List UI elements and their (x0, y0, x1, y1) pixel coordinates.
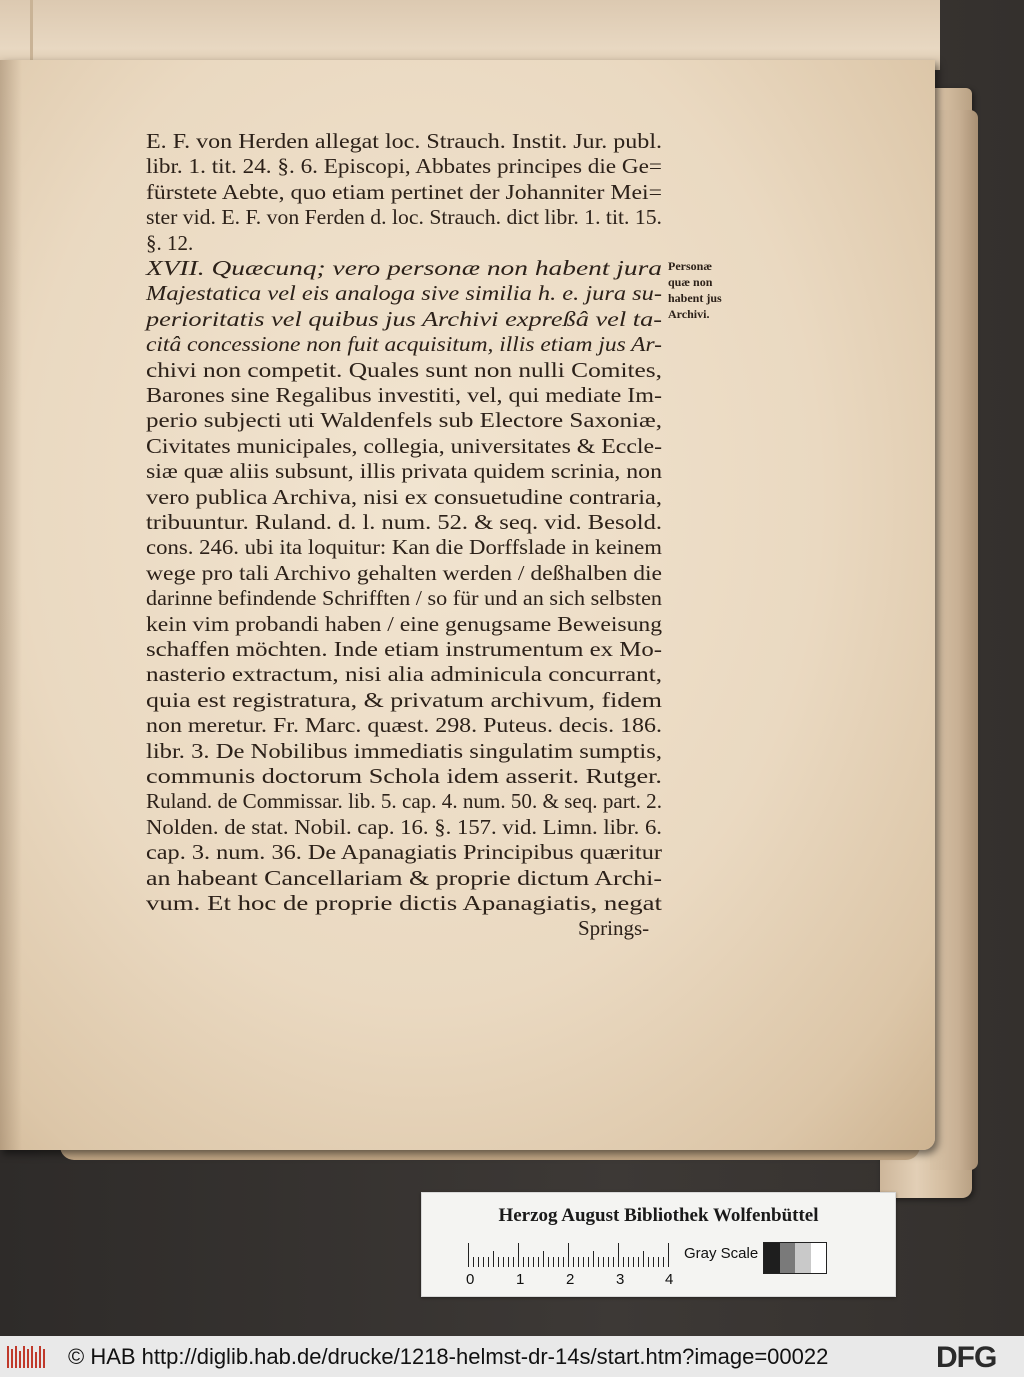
margin-note-line: Archivi. (668, 307, 710, 321)
gray-swatch (780, 1243, 796, 1273)
text-line-content: siæ quæ aliis subsunt, illis privata quidem scrinia, non (146, 459, 662, 484)
text-line (578, 915, 649, 941)
text-line (146, 331, 662, 357)
text-line (146, 382, 662, 408)
ruler-tick (548, 1257, 549, 1267)
ruler-tick (493, 1251, 494, 1267)
text-line (146, 560, 662, 586)
text-line-content: cap. 3. num. 36. De Apanagiatis Principibus quæritur (146, 840, 662, 865)
text-line (146, 763, 662, 789)
text-line-content: vum. Et hoc de proprie dictis Apanagiatis, negat (146, 891, 662, 915)
ruler-tick (468, 1243, 469, 1267)
text-line (146, 179, 662, 205)
text-line-content: wege pro tali Archivo gehalten werden / deßhalben die (146, 560, 662, 585)
text-line (146, 153, 662, 179)
ruler-tick (668, 1243, 669, 1267)
text-line-content: Civitates municipales, collegia, universitates & Eccle- (146, 433, 662, 458)
ruler-tick (533, 1257, 534, 1267)
ruler-tick (488, 1257, 489, 1267)
ruler-tick (643, 1251, 644, 1267)
text-line-content: XVII. Quæcunq; vero personæ non habent jura (146, 256, 662, 280)
text-line (146, 712, 662, 738)
text-line (146, 814, 662, 840)
text-line-content: §. 12. (146, 230, 194, 255)
ruler-tick (658, 1257, 659, 1267)
margin-note (668, 258, 760, 322)
text-line-content: Ruland. de Commissar. lib. 5. cap. 4. num. 50. & seq. part. 2. (146, 789, 662, 814)
ruler-tick (603, 1257, 604, 1267)
ruler-tick (633, 1257, 634, 1267)
gray-swatch (811, 1243, 827, 1273)
gray-scale-label: Gray Scale (684, 1245, 759, 1262)
ruler-tick (628, 1257, 629, 1267)
margin-note-line: Personæ (668, 259, 712, 273)
text-line (146, 128, 662, 154)
text-line-content: kein vim probandi haben / eine genugsame Beweisung (146, 611, 662, 636)
text-line-content: fürstete Aebte, quo etiam pertinet der Johanniter Mei= (146, 179, 662, 204)
text-line (146, 738, 662, 764)
text-line-content: communis doctorum Schola idem asserit. Rutger. (146, 764, 662, 788)
text-line-content: schaffen möchten. Inde etiam instrumentum ex Mo- (146, 637, 662, 661)
text-line (146, 865, 662, 891)
ruler-tick (553, 1257, 554, 1267)
text-line (146, 839, 662, 865)
ruler-tick (498, 1257, 499, 1267)
text-line-content: cons. 246. ubi ita loquitur: Kan die Dorffslade in keinem (146, 535, 662, 560)
text-line-content: non meretur. Fr. Marc. quæst. 298. Puteus. decis. 186. (146, 713, 662, 738)
text-line-content: E. F. von Herden allegat loc. Strauch. Instit. Jur. publ. (146, 129, 662, 153)
text-line (146, 611, 662, 637)
text-line (146, 509, 662, 535)
ruler-tick (623, 1257, 624, 1267)
ruler-number: 2 (566, 1271, 575, 1288)
ruler-tick (523, 1257, 524, 1267)
ruler-tick (528, 1257, 529, 1267)
text-line-content: Majestatica vel eis analoga sive similia h. e. jura su- (146, 281, 662, 306)
text-line-content: Nolden. de stat. Nobil. cap. 16. §. 157. vid. Limn. libr. 6. (146, 814, 662, 839)
text-line-content: an habeant Cancellariam & proprie dictum Archi- (146, 865, 662, 890)
ruler-tick (578, 1257, 579, 1267)
ruler-tick (563, 1257, 564, 1267)
text-line (146, 306, 662, 332)
text-line-content: perio subjecti uti Waldenfels sub Electore Saxoniæ, (146, 408, 662, 433)
text-line (146, 280, 662, 306)
text-line-content: vero publica Archiva, nisi ex consuetudine contraria, (146, 484, 662, 509)
ruler-tick (588, 1257, 589, 1267)
text-line-content: Springs- (578, 916, 650, 941)
ruler-tick (543, 1251, 544, 1267)
text-line (146, 890, 662, 916)
hab-barcode-icon (6, 1344, 48, 1370)
scale-ruler (468, 1243, 672, 1267)
source-url-text[interactable]: © HAB http://diglib.hab.de/drucke/1218-helmst-dr-14s/start.htm?image=00022 (68, 1344, 829, 1369)
ruler-tick (618, 1243, 619, 1267)
text-line (146, 357, 662, 383)
ruler-tick (518, 1243, 519, 1267)
ruler-number: 0 (466, 1271, 475, 1288)
text-line (146, 636, 662, 662)
text-line (146, 687, 662, 713)
ruler-tick (503, 1257, 504, 1267)
ruler-tick (638, 1257, 639, 1267)
text-line (146, 788, 660, 814)
library-color-chart-label (421, 1192, 896, 1297)
text-line-content: libr. 1. tit. 24. §. 6. Episcopi, Abbates principes die Ge= (146, 154, 662, 179)
ruler-tick (653, 1257, 654, 1267)
text-line-content: darinne befindende Schrifften / so für und an sich selbsten (146, 586, 662, 611)
ruler-tick (473, 1257, 474, 1267)
ruler-number: 1 (516, 1271, 525, 1288)
text-line-content: chivi non competit. Quales sunt non nulli Comites, (146, 357, 662, 382)
ruler-tick (508, 1257, 509, 1267)
text-line (146, 661, 662, 687)
text-line-content: libr. 3. De Nobilibus immediatis singulatim sumptis, (146, 738, 662, 763)
margin-note-line: habent jus (668, 291, 722, 305)
text-line-content: citâ concessione non fuit acquisitum, illis etiam jus Ar- (146, 332, 662, 357)
text-line (146, 433, 662, 459)
ruler-tick (593, 1251, 594, 1267)
ruler-tick (538, 1257, 539, 1267)
text-line (146, 407, 662, 433)
text-line-content: perioritatis vel quibus jus Archivi expreßâ vel ta- (146, 306, 662, 331)
text-line-content: tribuuntur. Ruland. d. l. num. 52. & seq. vid. Besold. (146, 510, 662, 534)
ruler-tick (608, 1257, 609, 1267)
ruler-number: 3 (616, 1271, 625, 1288)
ruler-tick (598, 1257, 599, 1267)
text-line (146, 534, 662, 560)
margin-note-line: quæ non (668, 275, 713, 289)
ruler-tick (613, 1257, 614, 1267)
ruler-tick (573, 1257, 574, 1267)
text-line (146, 204, 662, 230)
viewer-footer (0, 1336, 1024, 1377)
text-line (146, 484, 662, 510)
text-line (146, 585, 662, 611)
ruler-tick (583, 1257, 584, 1267)
dfg-logo: DFG (936, 1341, 997, 1374)
ruler-tick (568, 1243, 569, 1267)
gray-swatch (795, 1243, 811, 1273)
gray-swatch (764, 1243, 780, 1273)
text-line (146, 230, 193, 256)
ruler-tick (663, 1257, 664, 1267)
gray-scale-swatch (763, 1242, 827, 1274)
gutter-shadow (0, 60, 22, 1150)
text-line (146, 255, 662, 281)
ruler-tick (558, 1257, 559, 1267)
text-line-content: quia est registratura, & privatum archivum, fidem (146, 687, 662, 712)
ruler-tick (483, 1257, 484, 1267)
ruler-tick (478, 1257, 479, 1267)
page-stack-edge-inner (930, 110, 978, 1170)
ruler-tick (513, 1257, 514, 1267)
ruler-number: 4 (665, 1271, 674, 1288)
text-line-content: Barones sine Regalibus investiti, vel, qui mediate Im- (146, 383, 662, 407)
ruler-tick (648, 1257, 649, 1267)
text-line-content: nasterio extractum, nisi alia adminicula concurrant, (146, 662, 662, 687)
library-name: Herzog August Bibliothek Wolfenbüttel (498, 1205, 819, 1226)
text-line-content: ster vid. E. F. von Ferden d. loc. Strauch. dict libr. 1. tit. 15. (146, 205, 662, 230)
text-line (146, 458, 662, 484)
